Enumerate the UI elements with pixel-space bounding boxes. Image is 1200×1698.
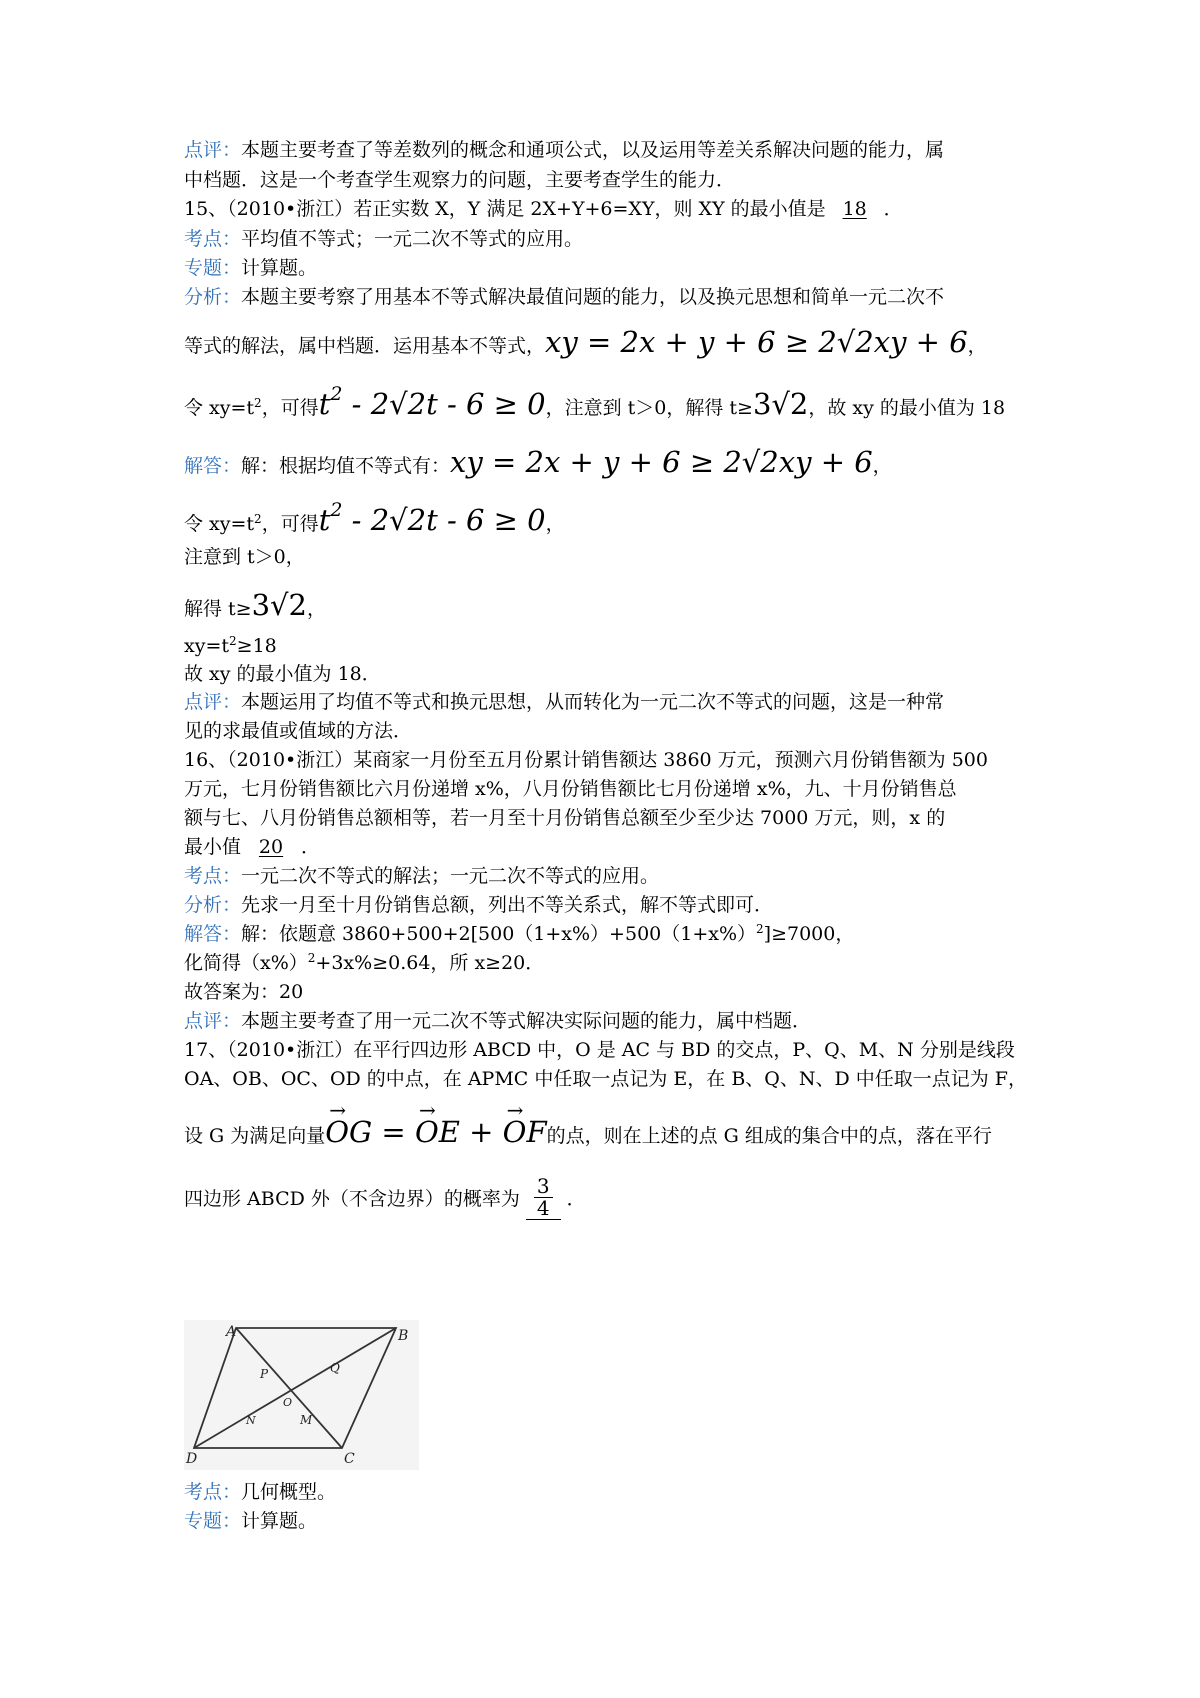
formula-t: t — [318, 503, 331, 537]
text: ，注意到 t＞0，解得 t≥ — [545, 397, 753, 419]
q15-fenxi-3 — [184, 383, 1006, 421]
text: 本题主要考查了用一元二次不等式解决实际问题的能力，属中档题． — [241, 1010, 812, 1032]
q15-stem — [184, 197, 903, 221]
q15-jieda-4 — [184, 588, 327, 622]
q17-stem-1 — [184, 1038, 1015, 1062]
text: 最小值 — [184, 836, 242, 858]
formula-t-rest: - 2√2t - 6 ≥ 0 — [342, 387, 546, 421]
text: ，可得 — [261, 513, 319, 535]
q15-dianping-2 — [184, 719, 412, 743]
superscript: 2 — [254, 396, 262, 410]
label-kaodian: 考点： — [184, 865, 242, 887]
text: ，可得 — [261, 397, 319, 419]
point-label-n: N — [246, 1414, 256, 1427]
text: ． — [301, 836, 321, 858]
q15-dianping-1 — [184, 690, 944, 714]
text: +3x%≥0.64，所 x≥20． — [315, 952, 545, 974]
text: 化简得（x%） — [184, 952, 308, 974]
text: 万元，七月份销售额比六月份递增 x%，八月份销售额比七月份递增 x%，九、十月份销售总 — [184, 778, 957, 800]
formula-t-rest: - 2√2t - 6 ≥ 0 — [342, 503, 546, 537]
q15-fenxi-text-1: 本题主要考察了用基本不等式解决最值问题的能力，以及换元思想和简单一元二次不 — [241, 286, 945, 308]
point-label-o: O — [283, 1396, 293, 1409]
q16-fenxi — [184, 893, 773, 917]
q17-stem-3 — [184, 1115, 992, 1149]
text: 一元二次不等式的解法；一元二次不等式的应用。 — [241, 865, 660, 887]
text: ， — [545, 513, 565, 535]
q16-stem-2 — [184, 777, 957, 801]
text: 解：依题意 3860+500+2[500（1+x%）+500（1+x%） — [241, 923, 757, 945]
q16-jieda-3 — [184, 980, 303, 1004]
label-jieda: 解答： — [184, 923, 242, 945]
text: 的点，则在上述的点 G 组成的集合中的点，落在平行 — [546, 1125, 992, 1147]
label-fenxi: 分析： — [184, 894, 242, 916]
text: 17、（2010•浙江）在平行四边形 ABCD 中，O 是 AC 与 BD 的交点，P、Q、M、N 分别是线段 — [184, 1039, 1015, 1061]
label-jieda: 解答： — [184, 455, 242, 477]
text: 设 G 为满足向量 — [184, 1125, 326, 1147]
parallelogram-diagram — [184, 1320, 419, 1470]
text: 四边形 ABCD 外（不含边界）的概率为 — [184, 1188, 520, 1210]
fraction-denominator: 4 — [536, 1196, 550, 1220]
q15-zhuanti-text: 计算题。 — [241, 257, 318, 279]
q16-jieda-1 — [184, 922, 854, 946]
vertex-label-d: D — [186, 1451, 198, 1467]
q16-stem-3 — [184, 806, 945, 830]
formula-main: xy = 2x + y + 6 ≥ 2√2xy + 6 — [450, 445, 873, 479]
text: 解：根据均值不等式有： — [241, 455, 451, 477]
vertex-label-c: C — [344, 1451, 355, 1467]
q15-fenxi-1 — [184, 285, 944, 309]
point-label-m: M — [300, 1413, 313, 1427]
vertex-label-a: A — [226, 1324, 237, 1340]
q15-stem-suffix: ． — [883, 198, 903, 220]
q16-stem-4 — [184, 835, 320, 859]
text: ． — [566, 1188, 586, 1210]
superscript: 2 — [254, 512, 262, 526]
text: 计算题。 — [241, 1510, 318, 1532]
text: 本题运用了均值不等式和换元思想，从而转化为一元二次不等式的问题，这是一种常 — [241, 691, 945, 713]
vector-of: → OF — [503, 1120, 547, 1144]
text: ，故 xy 的最小值为 18 — [808, 397, 1006, 419]
q16-dianping — [184, 1009, 811, 1033]
text: ≥18 — [236, 635, 277, 657]
text: xy=t — [184, 635, 230, 657]
point-label-q: Q — [330, 1361, 340, 1375]
text: 令 xy=t — [184, 513, 255, 535]
plus: + — [459, 1115, 503, 1149]
vertex-label-b: B — [398, 1328, 409, 1344]
label-dianping: 点评： — [184, 1010, 242, 1032]
formula-3root2: 3√2 — [251, 588, 307, 622]
superscript: 2 — [330, 383, 343, 405]
q15-fenxi-2 — [184, 325, 987, 359]
text: 令 xy=t — [184, 397, 255, 419]
q15-kaodian — [184, 227, 583, 251]
q15-jieda-6 — [184, 662, 381, 686]
text: 先求一月至十月份销售总额，列出不等关系式，解不等式即可． — [241, 894, 774, 916]
label-kaodian: 考点： — [184, 228, 242, 250]
text: 额与七、八月份销售总额相等，若一月至十月份销售总额至少至少达 7000 万元，则，x 的 — [184, 807, 946, 829]
q16-answer: 20 — [258, 836, 284, 858]
q15-jieda-3 — [184, 545, 305, 569]
top-comment-line-2 — [184, 168, 735, 192]
text: 见的求最值或值域的方法． — [184, 720, 413, 742]
q15-kaodian-text: 平均值不等式；一元二次不等式的应用。 — [241, 228, 584, 250]
superscript: 2 — [229, 634, 237, 648]
label-zhuanti: 专题： — [184, 257, 242, 279]
q17-answer-fraction — [526, 1176, 561, 1220]
top-comment-line-1 — [184, 138, 944, 162]
formula-main: xy = 2x + y + 6 ≥ 2√2xy + 6 — [545, 325, 968, 359]
q17-kaodian — [184, 1480, 336, 1504]
q15-jieda-1 — [184, 445, 892, 479]
text: 故 xy 的最小值为 18． — [184, 663, 381, 685]
text: ]≥7000， — [763, 923, 855, 945]
q15-fenxi-text-2: 等式的解法，属中档题．运用基本不等式， — [184, 335, 546, 357]
superscript: 2 — [307, 951, 316, 965]
label-zhuanti: 专题： — [184, 1510, 242, 1532]
diagonal-bd — [194, 1328, 396, 1448]
superscript: 2 — [756, 922, 764, 936]
text: 16、（2010•浙江）某商家一月份至五月份累计销售额达 3860 万元，预测六月份销售额为 500 — [184, 749, 988, 771]
q15-jieda-5 — [184, 634, 277, 658]
q17-zhuanti — [184, 1509, 317, 1533]
text: 中档题．这是一个考查学生观察力的问题，主要考查学生的能力． — [184, 169, 736, 191]
q15-stem-text: 15、（2010•浙江）若正实数 X，Y 满足 2X+Y+6=XY，则 XY 的最小值是 — [184, 198, 826, 220]
eq: = — [372, 1115, 415, 1149]
q16-jieda-2 — [184, 951, 544, 975]
text: 注意到 t＞0， — [184, 546, 305, 568]
superscript: 2 — [330, 499, 343, 521]
text: 几何概型。 — [241, 1481, 337, 1503]
text: ， — [307, 598, 327, 620]
label-fenxi: 分析： — [184, 286, 242, 308]
formula-t: t — [318, 387, 331, 421]
q15-answer: 18 — [842, 198, 867, 220]
q17-stem-4 — [184, 1176, 586, 1220]
point-label-p: P — [260, 1367, 269, 1381]
vector-og: → OG — [325, 1120, 372, 1144]
label-dianping: 点评： — [184, 139, 242, 161]
label-dianping: 点评： — [184, 691, 242, 713]
text: 本题主要考查了等差数列的概念和通项公式，以及运用等差关系解决问题的能力，属 — [241, 139, 945, 161]
diagonal-ac — [236, 1328, 342, 1448]
formula-3root2: 3√2 — [752, 387, 809, 421]
text: 解得 t≥ — [184, 598, 252, 620]
text: 故答案为：20 — [184, 981, 304, 1003]
fraction-numerator: 3 — [534, 1176, 553, 1198]
q15-jieda-2 — [184, 499, 565, 537]
text: OA、OB、OC、OD 的中点，在 APMC 中任取一点记为 E，在 B、Q、N、D 中任取一点记为 F， — [184, 1068, 1027, 1090]
comma: ， — [872, 455, 892, 477]
q16-kaodian — [184, 864, 659, 888]
q17-stem-2 — [184, 1067, 1027, 1091]
q16-stem-1 — [184, 748, 988, 772]
q15-zhuanti — [184, 256, 317, 280]
label-kaodian: 考点： — [184, 1481, 242, 1503]
parallelogram-figure — [184, 1320, 419, 1470]
comma: ， — [967, 335, 987, 357]
vector-oe: → OE — [415, 1120, 460, 1144]
